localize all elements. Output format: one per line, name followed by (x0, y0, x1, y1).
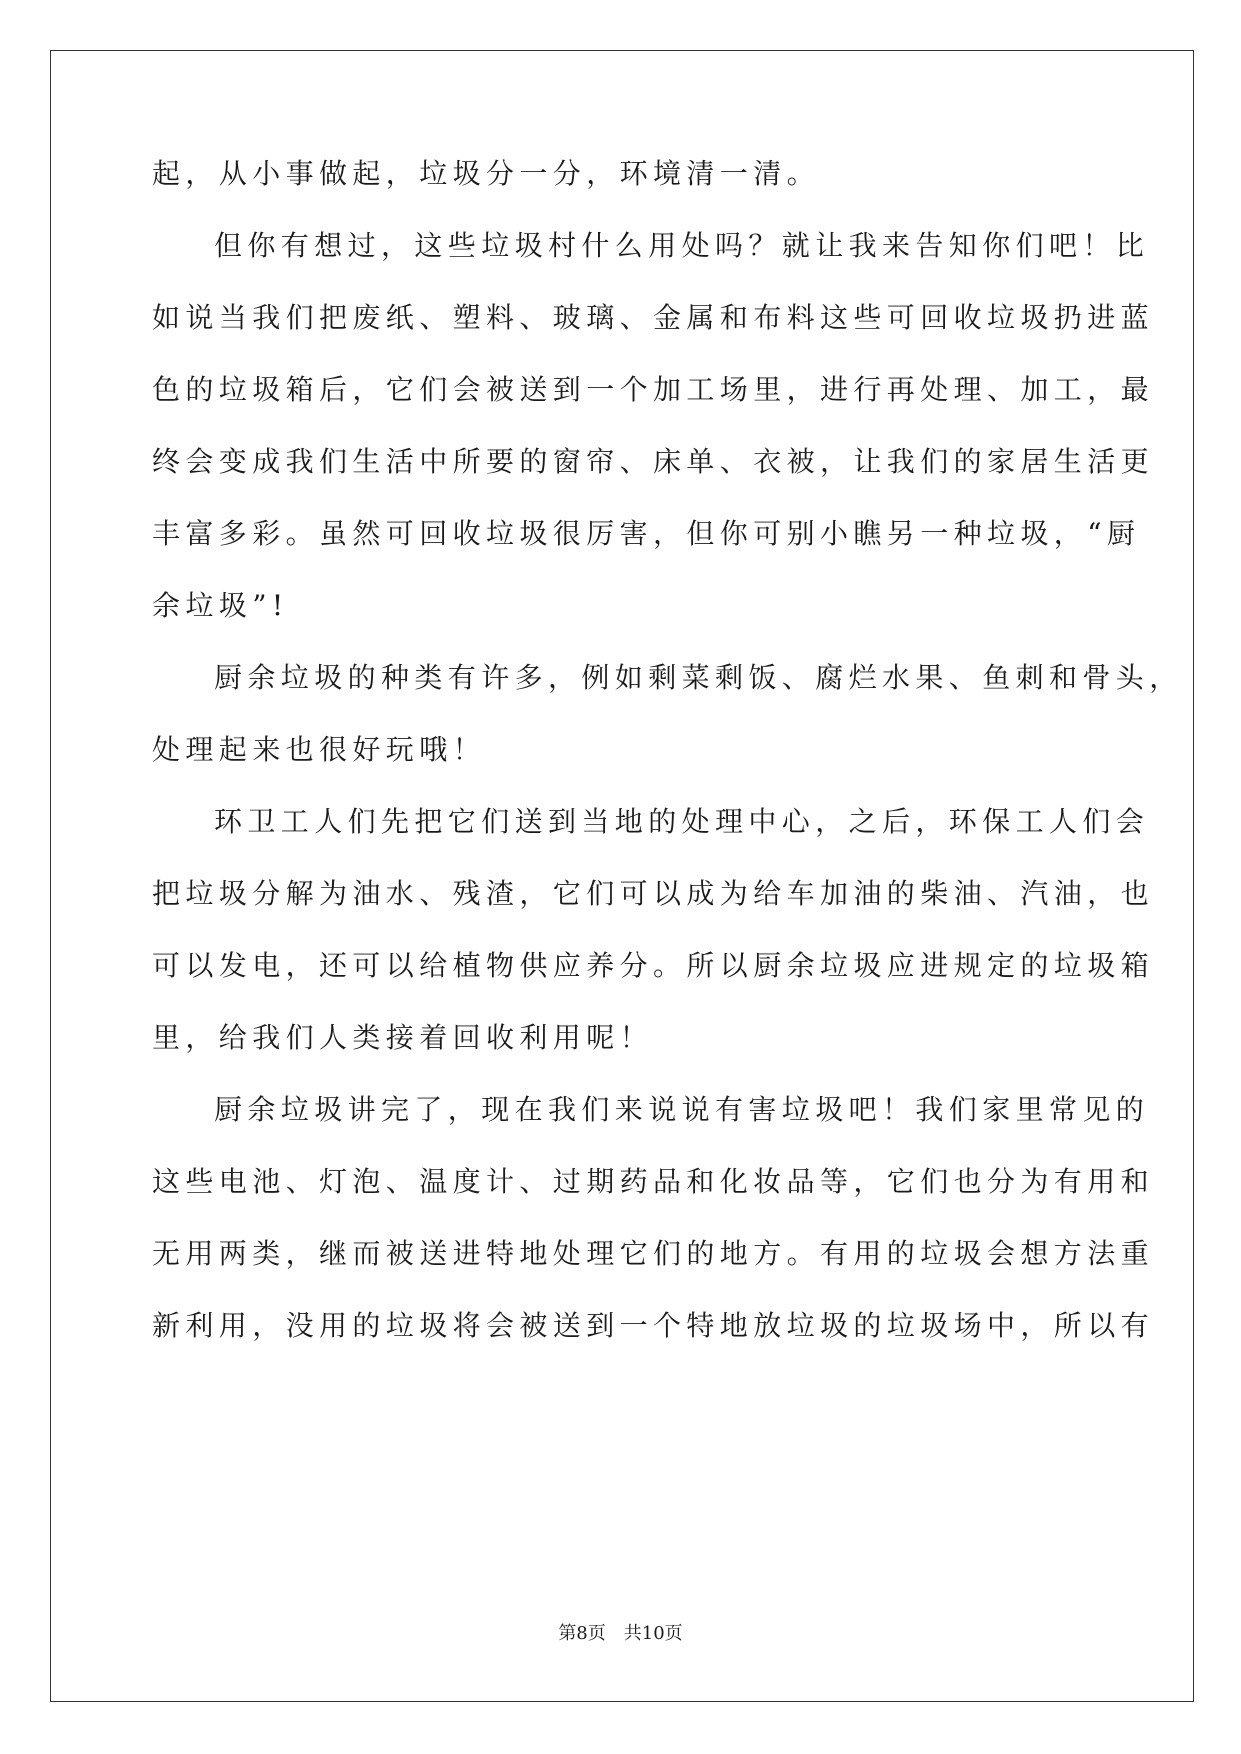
paragraph-start-line: 厨余垃圾的种类有许多，例如剩菜剩饭、腐烂水果、鱼刺和骨头， (214, 661, 1183, 694)
text-line: 色的垃圾箱后，它们会被送到一个加工场里，进行再处理、加工，最 (152, 373, 1155, 406)
paragraph-start-line: 环卫工人们先把它们送到当地的处理中心，之后，环保工人们会 (214, 805, 1150, 838)
paragraph-start-line: 但你有想过，这些垃圾村什么用处吗？就让我来告知你们吧！比 (214, 229, 1150, 262)
text-line: 如说当我们把废纸、塑料、玻璃、金属和布料这些可回收垃圾扔进蓝 (152, 301, 1155, 334)
text-line: 这些电池、灯泡、温度计、过期药品和化妆品等，它们也分为有用和 (152, 1165, 1155, 1198)
text-line: 余垃圾”! (152, 589, 289, 622)
page-footer (0, 1622, 1241, 1646)
page-number: 第8页 (558, 1623, 606, 1644)
page-total: 共10页 (623, 1623, 683, 1644)
paragraph-start-line: 厨余垃圾讲完了，现在我们来说说有害垃圾吧！我们家里常见的 (214, 1093, 1150, 1126)
text-line: 里，给我们人类接着回收利用呢！ (152, 1021, 654, 1054)
text-line: 可以发电，还可以给植物供应养分。所以厨余垃圾应进规定的垃圾箱 (152, 949, 1155, 982)
text-line: 终会变成我们生活中所要的窗帘、床单、衣被，让我们的家居生活更 (152, 445, 1155, 478)
text-line: 起，从小事做起，垃圾分一分，环境清一清。 (152, 157, 821, 190)
text-line: 新利用，没用的垃圾将会被送到一个特地放垃圾的垃圾场中，所以有 (152, 1309, 1155, 1342)
text-line: 无用两类，继而被送进特地处理它们的地方。有用的垃圾会想方法重 (152, 1237, 1155, 1270)
text-line: 丰富多彩。虽然可回收垃圾很厉害，但你可别小瞧另一种垃圾，“厨 (152, 517, 1141, 550)
text-line: 处理起来也很好玩哦！ (152, 733, 487, 766)
text-line: 把垃圾分解为油水、残渣，它们可以成为给车加油的柴油、汽油，也 (152, 877, 1155, 910)
